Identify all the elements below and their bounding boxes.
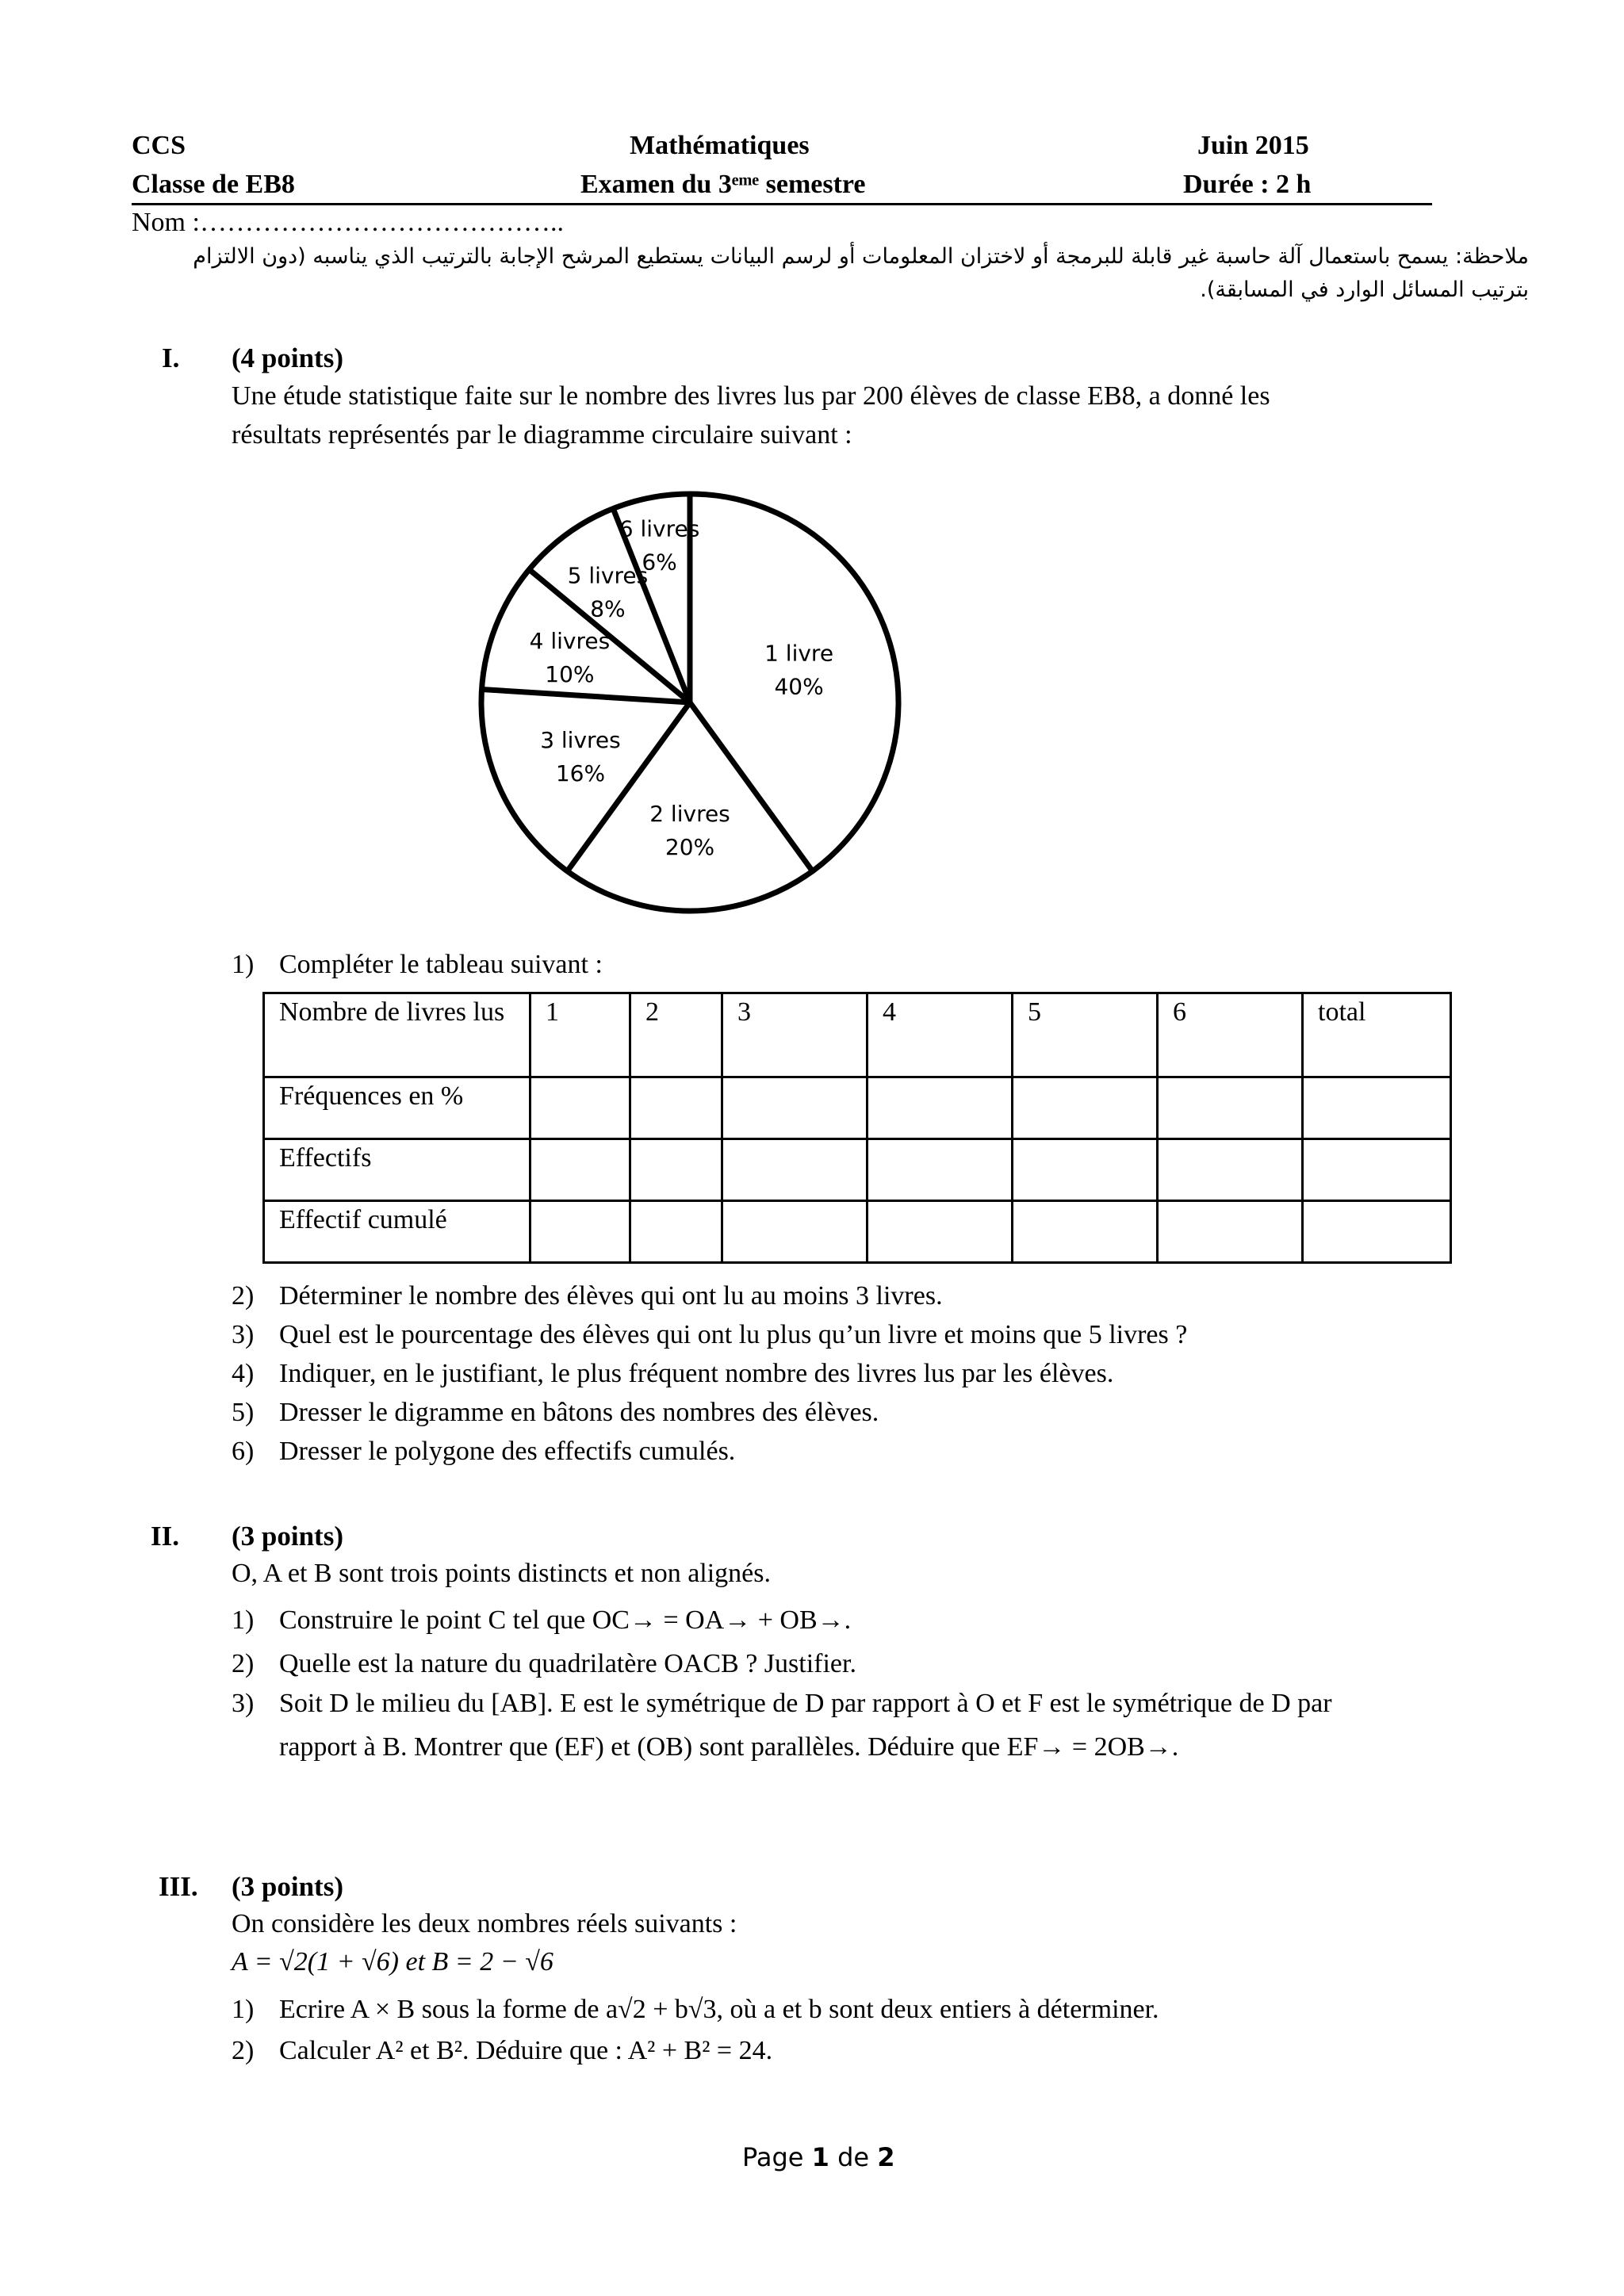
q1-number: 1) — [232, 950, 255, 979]
table-header-row — [264, 993, 1451, 1077]
table-header-cell: 1 — [530, 993, 630, 1077]
table-cell[interactable] — [722, 1077, 868, 1139]
q5-number: 5) — [232, 1398, 255, 1427]
pie-slice-label: 6 livres — [619, 515, 700, 542]
table-cell[interactable] — [1013, 1139, 1158, 1201]
s2-q3-line2: rapport à B. Montrer que (EF) et (OB) sont parallèles. Déduire que EF→ = 2OB→. — [279, 1732, 1179, 1762]
table-cell[interactable] — [1013, 1201, 1158, 1263]
s2-q2-text: Quelle est la nature du quadrilatère OACB ? Justifier. — [279, 1649, 856, 1678]
table-cell[interactable] — [630, 1077, 722, 1139]
section2-intro: O, A et B sont trois points distincts et non alignés. — [232, 1559, 771, 1588]
table-cell[interactable] — [1303, 1201, 1451, 1263]
section3-definition: A = √2(1 + √6) et B = 2 − √6 — [232, 1947, 553, 1976]
table-row — [264, 1201, 1451, 1263]
table-cell[interactable] — [722, 1201, 868, 1263]
subject: Mathématiques — [630, 131, 810, 160]
table-cell[interactable] — [530, 1139, 630, 1201]
arabic-note-line2: بترتيب المسائل الوارد في المسابقة). — [1200, 277, 1529, 302]
q2-number: 2) — [232, 1281, 255, 1311]
header-rule — [132, 203, 1432, 205]
exam-date: Juin 2015 — [1197, 131, 1309, 160]
arabic-note-line1: ملاحظة: يسمح باستعمال آلة حاسبة غير قابلة للبرمجة أو لاختزان المعلومات أو لرسم البيانات يستطيع المرشح الإجابة بالترتيب الذي يناسبه (دون الالتزام — [193, 244, 1529, 269]
page-word: Page — [742, 2142, 804, 2172]
pie-slice-value: 10% — [545, 660, 595, 687]
page-number: 1 — [811, 2142, 829, 2172]
q1-text: Compléter le tableau suivant : — [279, 950, 603, 979]
page-de: de — [837, 2142, 870, 2172]
table-row — [264, 1139, 1451, 1201]
pie-slice-label: 2 livres — [649, 800, 730, 827]
s2-q2-number: 2) — [232, 1649, 255, 1678]
table-header-cell: 2 — [630, 993, 722, 1077]
q6-text: Dresser le polygone des effectifs cumulés. — [279, 1437, 736, 1466]
table-row-label: Effectifs — [264, 1139, 530, 1201]
q6-number: 6) — [232, 1437, 255, 1466]
table-cell[interactable] — [1013, 1077, 1158, 1139]
s3-q1-number: 1) — [232, 1995, 255, 2024]
pie-slice-label: 3 livres — [540, 726, 621, 753]
q5-text: Dresser le digramme en bâtons des nombres des élèves. — [279, 1398, 879, 1427]
section1-number: I. — [162, 342, 180, 373]
s3-q2-text: Calculer A² et B². Déduire que : A² + B² = 24. — [279, 2036, 773, 2065]
pie-slice-value: 6% — [642, 549, 677, 576]
exam-title: Examen du 3ᵉᵐᵉ semestre — [580, 170, 866, 199]
section1-points: (4 points) — [232, 342, 343, 373]
pie-slice-label: 4 livres — [529, 627, 611, 654]
name-line: Nom :………………………………….. — [132, 208, 564, 237]
q3-text: Quel est le pourcentage des élèves qui ont lu plus qu’un livre et moins que 5 livres ? — [279, 1320, 1188, 1349]
table-row-label: Effectif cumulé — [264, 1201, 530, 1263]
table-cell[interactable] — [1303, 1077, 1451, 1139]
school-name: CCS — [132, 131, 186, 160]
s2-q3-line1: Soit D le milieu du [AB]. E est le symétrique de D par rapport à O et F est le symétrique de D par — [279, 1689, 1332, 1718]
table-cell[interactable] — [1303, 1139, 1451, 1201]
table-cell[interactable] — [630, 1139, 722, 1201]
s3-q2-number: 2) — [232, 2036, 255, 2065]
table-cell[interactable] — [530, 1077, 630, 1139]
section3-number: III. — [159, 1871, 198, 1902]
table-header-cell: 4 — [868, 993, 1013, 1077]
table-cell[interactable] — [868, 1139, 1013, 1201]
exam-duration: Durée : 2 h — [1183, 170, 1312, 199]
pie-chart — [460, 476, 920, 928]
s2-q1-text: Construire le point C tel que OC→ = OA→ + OB→. — [279, 1605, 852, 1635]
pie-slice-label: 1 livre — [764, 640, 834, 667]
table-cell[interactable] — [868, 1201, 1013, 1263]
table-header-cell: 5 — [1013, 993, 1158, 1077]
table-cell[interactable] — [1158, 1077, 1303, 1139]
pie-slice-value: 20% — [665, 833, 715, 860]
table-cell[interactable] — [630, 1201, 722, 1263]
q4-text: Indiquer, en le justifiant, le plus fréquent nombre des livres lus par les élèves. — [279, 1359, 1114, 1388]
s2-q3-number: 3) — [232, 1689, 255, 1718]
pie-slice-value: 8% — [590, 595, 626, 622]
pie-slice-value: 40% — [774, 673, 824, 700]
table-row-label: Fréquences en % — [264, 1077, 530, 1139]
section2-points: (3 points) — [232, 1521, 343, 1552]
section3-points: (3 points) — [232, 1871, 343, 1902]
table-header-cell: 6 — [1158, 993, 1303, 1077]
section1-intro-line2: résultats représentés par le diagramme circulaire suivant : — [232, 420, 852, 450]
page-footer — [742, 2142, 895, 2172]
s3-q1-text: Ecrire A × B sous la forme de a√2 + b√3, où a et b sont deux entiers à déterminer. — [279, 1995, 1159, 2024]
pie-slice-label: 5 livres — [567, 562, 649, 589]
table-cell[interactable] — [530, 1201, 630, 1263]
table-cell[interactable] — [722, 1139, 868, 1201]
page-total: 2 — [877, 2142, 895, 2172]
q3-number: 3) — [232, 1320, 255, 1349]
pie-slice-value: 16% — [555, 760, 606, 786]
frequency-table — [262, 992, 1452, 1264]
table-row — [264, 1077, 1451, 1139]
table-header-cell: total — [1303, 993, 1451, 1077]
section3-intro: On considère les deux nombres réels suivants : — [232, 1909, 737, 1938]
table-cell[interactable] — [1158, 1201, 1303, 1263]
s2-q1-number: 1) — [232, 1605, 255, 1635]
table-header-label: Nombre de livres lus — [264, 993, 530, 1077]
section1-intro-line1: Une étude statistique faite sur le nombre des livres lus par 200 élèves de classe EB8, a donné les — [232, 381, 1270, 411]
q2-text: Déterminer le nombre des élèves qui ont lu au moins 3 livres. — [279, 1281, 943, 1311]
table-cell[interactable] — [1158, 1139, 1303, 1201]
q4-number: 4) — [232, 1359, 255, 1388]
table-header-cell: 3 — [722, 993, 868, 1077]
section2-number: II. — [151, 1521, 179, 1552]
class-name: Classe de EB8 — [132, 170, 295, 199]
table-cell[interactable] — [868, 1077, 1013, 1139]
